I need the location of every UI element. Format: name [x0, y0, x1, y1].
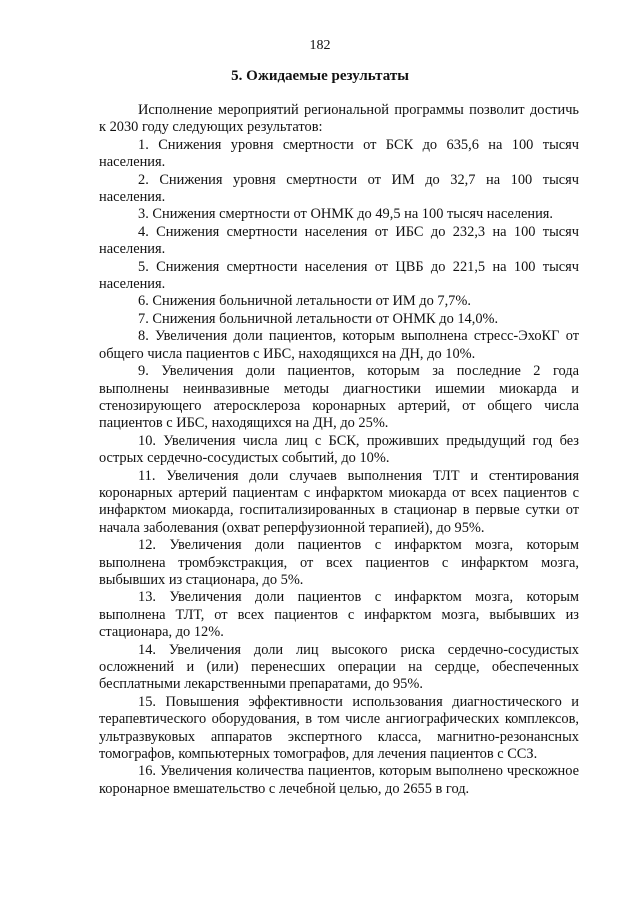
page-number: 182	[309, 38, 331, 53]
result-item-7: 7. Снижения больничной летальности от ОНМК до 14,0%.	[138, 310, 499, 327]
result-item-14: 14. Увеличения доли лиц высокого риска сердечно-сосудистых осложнений и (или) перенесших операции на сердце, обеспеченных бесплатными лекарственными препаратами, до 95%.	[99, 641, 579, 693]
result-item-1: 1. Снижения уровня смертности от БСК до 635,6 на 100 тысяч населения.	[99, 136, 579, 171]
result-item-4: 4. Снижения смертности населения от ИБС до 232,3 на 100 тысяч населения.	[99, 223, 579, 258]
result-item-8: 8. Увеличения доли пациентов, которым выполнена стресс-ЭхоКГ от общего числа пациентов с ИБС, находящихся на ДН, до 10%.	[99, 328, 579, 362]
result-item-3: 3. Снижения смертности от ОНМК до 49,5 на 100 тысяч населения.	[138, 206, 554, 223]
result-item-10: 10. Увеличения числа лиц с БСК, проживших предыдущий год без острых сердечно-сосудистых событий, до 10%.	[99, 432, 579, 467]
result-item-11: 11. Увеличения доли случаев выполнения ТЛТ и стентирования коронарных артерий пациентам с инфарктом миокарда от всех пациентов с инфарктом миокарда, госпитализированных в стационар в первые сутки от начала заболевания (охват реперфузионной терапией), до 95%.	[99, 467, 579, 536]
result-item-2: 2. Снижения уровня смертности от ИМ до 32,7 на 100 тысяч населения.	[99, 171, 579, 206]
result-item-15: 15. Повышения эффективности использования диагностического и терапевтического оборудования, в том числе ангиографических комплексов, ультразвуковых аппаратов экспертного класса, магнитно-резонансных томографов, компьютерных томографов, для лечения пациентов с ССЗ.	[99, 693, 579, 763]
result-item-16: 16. Увеличения количества пациентов, которым выполнено чрескожное коронарное вмешательство с лечебной целью, до 2655 в год.	[99, 763, 579, 797]
section-title: 5. Ожидаемые результаты	[231, 68, 409, 84]
results-list	[99, 102, 579, 798]
result-item-9: 9. Увеличения доли пациентов, которым за последние 2 года выполнены неинвазивные методы диагностики ишемии миокарда и стенозирующего атеросклероза коронарных артерий, от общего числа пациентов с ИБС, находящихся на ДН, до 25%.	[99, 363, 579, 432]
result-item-13: 13. Увеличения доли пациентов с инфарктом мозга, которым выполнена ТЛТ, от всех пациентов с инфарктом мозга, выбывших из стационара, до 12%.	[99, 589, 579, 641]
result-item-6: 6. Снижения больничной летальности от ИМ до 7,7%.	[138, 293, 471, 310]
intro-paragraph: Исполнение мероприятий региональной программы позволит достичь к 2030 году следующих результатов:	[99, 102, 579, 136]
result-item-12: 12. Увеличения доли пациентов с инфарктом мозга, которым выполнена тромбэкстракция, от всех пациентов с инфарктом мозга, выбывших из стационара, до 5%.	[99, 537, 579, 588]
result-item-5: 5. Снижения смертности населения от ЦВБ до 221,5 на 100 тысяч населения.	[99, 258, 579, 293]
